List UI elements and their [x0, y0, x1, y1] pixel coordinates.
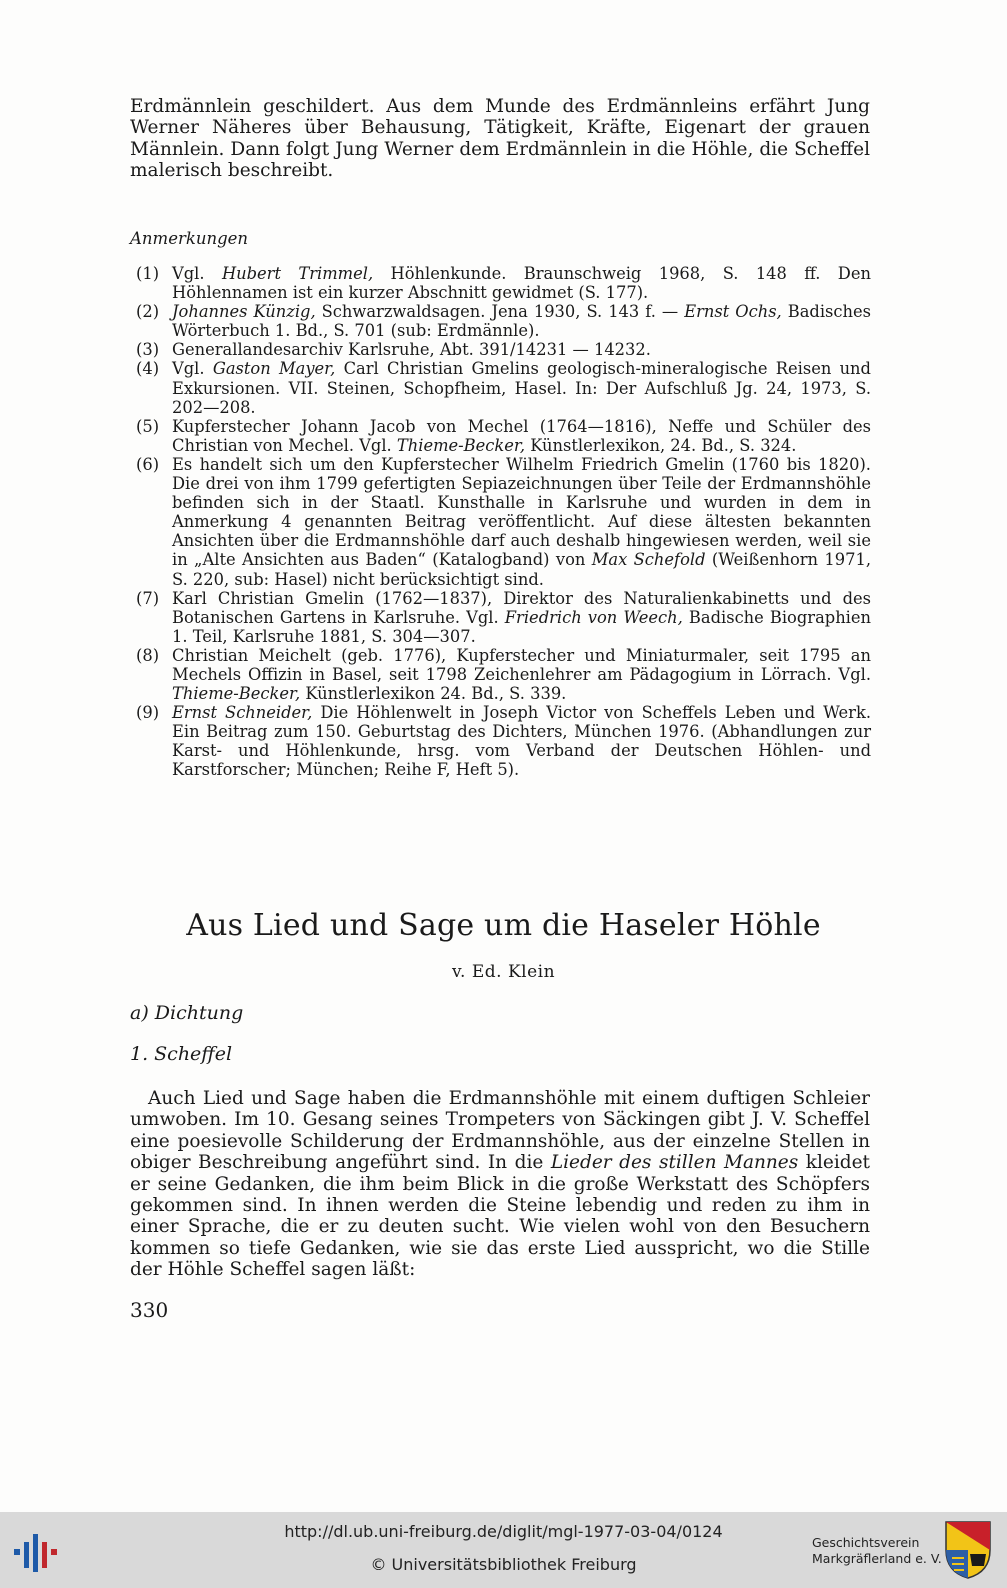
note-item: [136, 302, 871, 340]
notes-list: [136, 264, 871, 780]
note-segment: Carl Christian Gmelins geologisch-mineralogische Reisen und Exkursionen. VII. Steinen, Schopfheim, Hasel. In: Der Aufschluß Jg. 24, 1973, S. 202—208.: [172, 359, 871, 417]
footer-bar: [0, 1512, 1007, 1588]
body-paragraph: [130, 1088, 870, 1281]
note-segment: Vgl.: [172, 359, 213, 379]
note-segment: Christian Meichelt (geb. 1776), Kupferstecher und Miniaturmaler, seit 1795 an Mechels Offizin in Basel, seit 1798 Zeichenlehrer am Pädagogium in Lörrach. Vgl.: [172, 645, 871, 684]
note-text: [172, 264, 871, 302]
note-author: Johannes Künzig,: [172, 302, 316, 322]
note-number: (7): [136, 588, 160, 608]
article-author: v. Ed. Klein: [451, 962, 556, 982]
note-item: [136, 455, 871, 589]
note-segment: Badische Biographien 1. Teil, Karlsruhe 1881, S. 304—307.: [172, 607, 872, 646]
notes-heading: Anmerkungen: [130, 229, 249, 248]
note-text: [172, 646, 871, 703]
footer-copyright: © Universitätsbibliothek Freiburg: [370, 1555, 637, 1574]
note-number: (1): [136, 264, 160, 283]
note-segment: Schwarzwaldsagen. Jena 1930, S. 143 f. —: [315, 302, 685, 322]
note-author: Max Schefold: [591, 550, 706, 570]
note-segment: Karl Christian Gmelin (1762—1837), Direktor des Naturalienkabinetts und des Botanischen Gartens in Karlsruhe. Vgl.: [172, 588, 871, 627]
note-segment: Badisches Wörterbuch 1. Bd., S. 701 (sub: Erdmännle).: [172, 302, 871, 341]
society-line-1: Geschichtsverein: [812, 1535, 920, 1550]
note-segment: Künstlerlexikon, 24. Bd., S. 324.: [525, 435, 797, 455]
note-segment: Generallandesarchiv Karlsruhe, Abt. 391/14231 — 14232.: [172, 340, 651, 360]
note-text: [172, 340, 651, 359]
note-segment: Es handelt sich um den Kupferstecher Wilhelm Friedrich Gmelin (1760 bis 1820). Die drei von ihm 1799 gefertigten Sepiazeichnungen über Teile der Erdmannshöhle befinden sich in der Staatl. Kunsthalle in Karlsruhe und wurden in dem in Anmerkung 4 genannten Beitrag veröffentlicht. Auf diese ältesten bekannten Ansichten über die Erdmannshöhle darf auch deshalb hingewiesen werden, weil sie in „Alte Ansichten aus Baden“ (Katalogband) von: [172, 454, 871, 570]
note-author: Friedrich von Weech,: [504, 607, 683, 627]
note-item: [136, 646, 871, 703]
note-item: [136, 359, 871, 416]
note-segment: Vgl.: [172, 264, 222, 283]
body-text-italic: Lieder des stillen Mannes: [550, 1152, 799, 1174]
note-text: [172, 589, 871, 646]
society-line-2: Markgräflerland e. V.: [812, 1551, 942, 1566]
note-author: Ernst Ochs,: [684, 302, 782, 322]
body-text-a: Auch Lied und Sage haben die Erdmannshöhle mit einem duftigen Schleier umwoben. Im 10. Gesang seines Trompeters von Säckingen gibt J. V. Scheffel eine poesievolle Schilderung der Erdmannshöhle, aus der einzelne Stellen in obiger Beschreibung angeführt sind. In die: [130, 1088, 870, 1174]
body-text-b: kleidet er seine Gedanken, die ihm beim Blick in die große Werkstatt des Schöpfers gekommen sind. In ihnen werden die Steine lebendig und reden zu ihm in einer Sprache, die er zu deuten sucht. Wie vielen wohl von den Besuchern kommen so tiefe Gedanken, wie sie das erste Lied ausspricht, wo die Stille der Höhle Scheffel sagen läßt:: [130, 1152, 870, 1281]
note-item: [136, 703, 871, 779]
note-segment: (Weißenhorn 1971, S. 220, sub: Hasel) nicht berücksichtigt sind.: [172, 550, 871, 589]
coat-of-arms-icon: [944, 1520, 992, 1580]
note-item: [136, 264, 871, 302]
note-text: [172, 417, 871, 455]
note-author: Gaston Mayer,: [212, 359, 336, 379]
note-text: [172, 703, 871, 779]
page-number: 330: [130, 1298, 169, 1322]
note-author: Thieme-Becker,: [172, 684, 301, 704]
note-segment: Höhlenkunde. Braunschweig 1968, S. 148 ff. Den Höhlennamen ist ein kurzer Abschnitt gewidmet (S. 177).: [172, 264, 871, 303]
section-heading-dichtung: a) Dichtung: [130, 1002, 244, 1024]
note-number: (9): [136, 703, 160, 723]
note-text: [172, 359, 871, 416]
note-number: (4): [136, 359, 160, 379]
note-number: (6): [136, 454, 160, 474]
note-number: (3): [136, 340, 160, 360]
note-item: [136, 340, 871, 359]
note-text: [172, 302, 871, 340]
note-segment: Die Höhlenwelt in Joseph Victor von Scheffels Leben und Werk. Ein Beitrag zum 150. Geburtstag des Dichters, München 1976. (Abhandlungen zur Karst- und Höhlenkunde, hrsg. vom Verband der Deutschen Höhlen- und Karstforscher; München; Reihe F, Heft 5).: [172, 703, 871, 780]
footer-url[interactable]: http://dl.ub.uni-freiburg.de/diglit/mgl-1977-03-04/0124: [284, 1522, 723, 1541]
note-item: [136, 417, 871, 455]
note-author: Hubert Trimmel,: [221, 264, 374, 283]
note-text: [172, 455, 871, 589]
note-author: Thieme-Becker,: [396, 435, 526, 455]
note-number: (8): [136, 645, 160, 665]
note-number: (2): [136, 302, 160, 322]
note-segment: Kupferstecher Johann Jacob von Mechel (1764—1816), Neffe und Schüler des Christian von Mechel. Vgl.: [172, 416, 871, 455]
note-author: Ernst Schneider,: [172, 703, 313, 723]
article-title: Aus Lied und Sage um die Haseler Höhle: [186, 908, 821, 943]
note-segment: Künstlerlexikon 24. Bd., S. 339.: [300, 684, 567, 704]
section-heading-scheffel: 1. Scheffel: [130, 1043, 233, 1065]
note-number: (5): [136, 416, 160, 436]
continuation-paragraph: Erdmännlein geschildert. Aus dem Munde des Erdmännleins erfährt Jung Werner Näheres über Behausung, Tätigkeit, Kräfte, Eigenart der grauen Männlein. Dann folgt Jung Werner dem Erdmännlein in die Höhle, die Scheffel malerisch beschreibt.: [130, 96, 870, 182]
footer-society: [812, 1535, 942, 1567]
note-item: [136, 589, 871, 646]
